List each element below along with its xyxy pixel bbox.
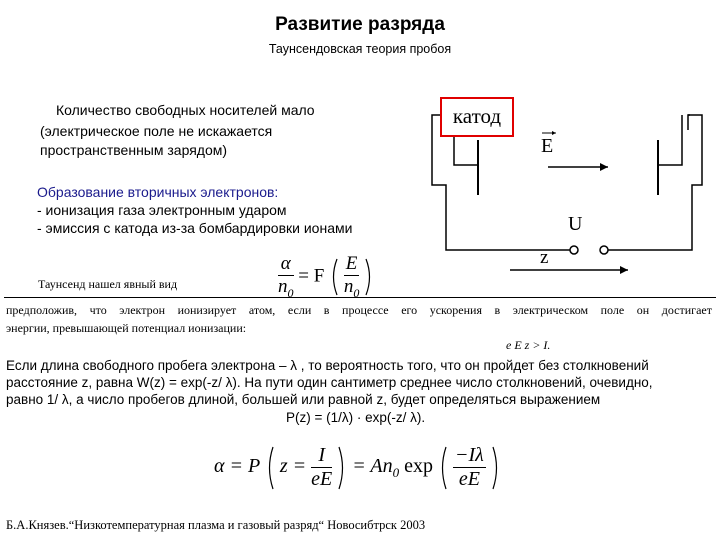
page-subtitle: Таунсендовская теория пробоя (268, 42, 452, 56)
free-path-line-3: равно 1/ λ, а число пробегов длиной, большей или равной z, будет определяться выражением (6, 392, 601, 407)
terminal-right (600, 246, 608, 254)
ionization-condition: e E z > I. (506, 338, 551, 352)
axis-label: z (540, 247, 549, 268)
paren-right (364, 257, 374, 297)
secondary-item-1: - ионизация газа электронным ударом (37, 202, 287, 218)
cathode-label: катод (440, 97, 514, 137)
carriers-line-2: (электрическое поле не искажается (40, 123, 273, 139)
assumption-line-1: предположив, что электрон ионизирует атом, если в процессе его ускорения в электрическом поле он достигает (6, 303, 712, 317)
voltage-label: U (568, 213, 583, 235)
free-path-line-1: Если длина свободного пробега электрона – λ , то вероятность того, что он пройдет без столкновений (6, 358, 649, 373)
paren-left (329, 257, 339, 297)
carriers-line-3: пространственным зарядом) (40, 142, 228, 158)
secondary-heading: Образование вторичных электронов: (37, 184, 279, 200)
field-label: E (541, 135, 554, 157)
circuit-wire-right (608, 115, 702, 250)
free-path-line-2: расстояние z, равна W(z) = exp(-z/ λ). На пути один сантиметр среднее число столкновений, очевидно, (6, 375, 653, 390)
reference-citation: Б.А.Князев.“Низкотемпературная плазма и газовый разряд“ Новосибтрск 2003 (6, 518, 426, 532)
townsend-lead: Таунсенд нашел явный вид (38, 277, 178, 291)
assumption-line-2: энергии, превышающей потенциал ионизации: (6, 321, 247, 335)
alpha-final-formula: α = P z = $\frac{I}{eE}$ = $An_0$ exp $\frac{-I\lambda}{eE}$ (214, 444, 501, 491)
terminal-left (570, 246, 578, 254)
townsend-formula: $\frac{\alpha}{n_0}$ = F $\frac{E}{n_0}$ (278, 253, 374, 301)
probability-formula: P(z) = (1/λ) · exp(-z/ λ). (286, 410, 426, 425)
separator-line (4, 297, 716, 298)
secondary-item-2: - эмиссия с катода из-за бомбардировки ионами (37, 220, 353, 236)
page-title: Развитие разряда (275, 14, 445, 35)
carriers-line-1: Количество свободных носителей мало (56, 102, 315, 118)
